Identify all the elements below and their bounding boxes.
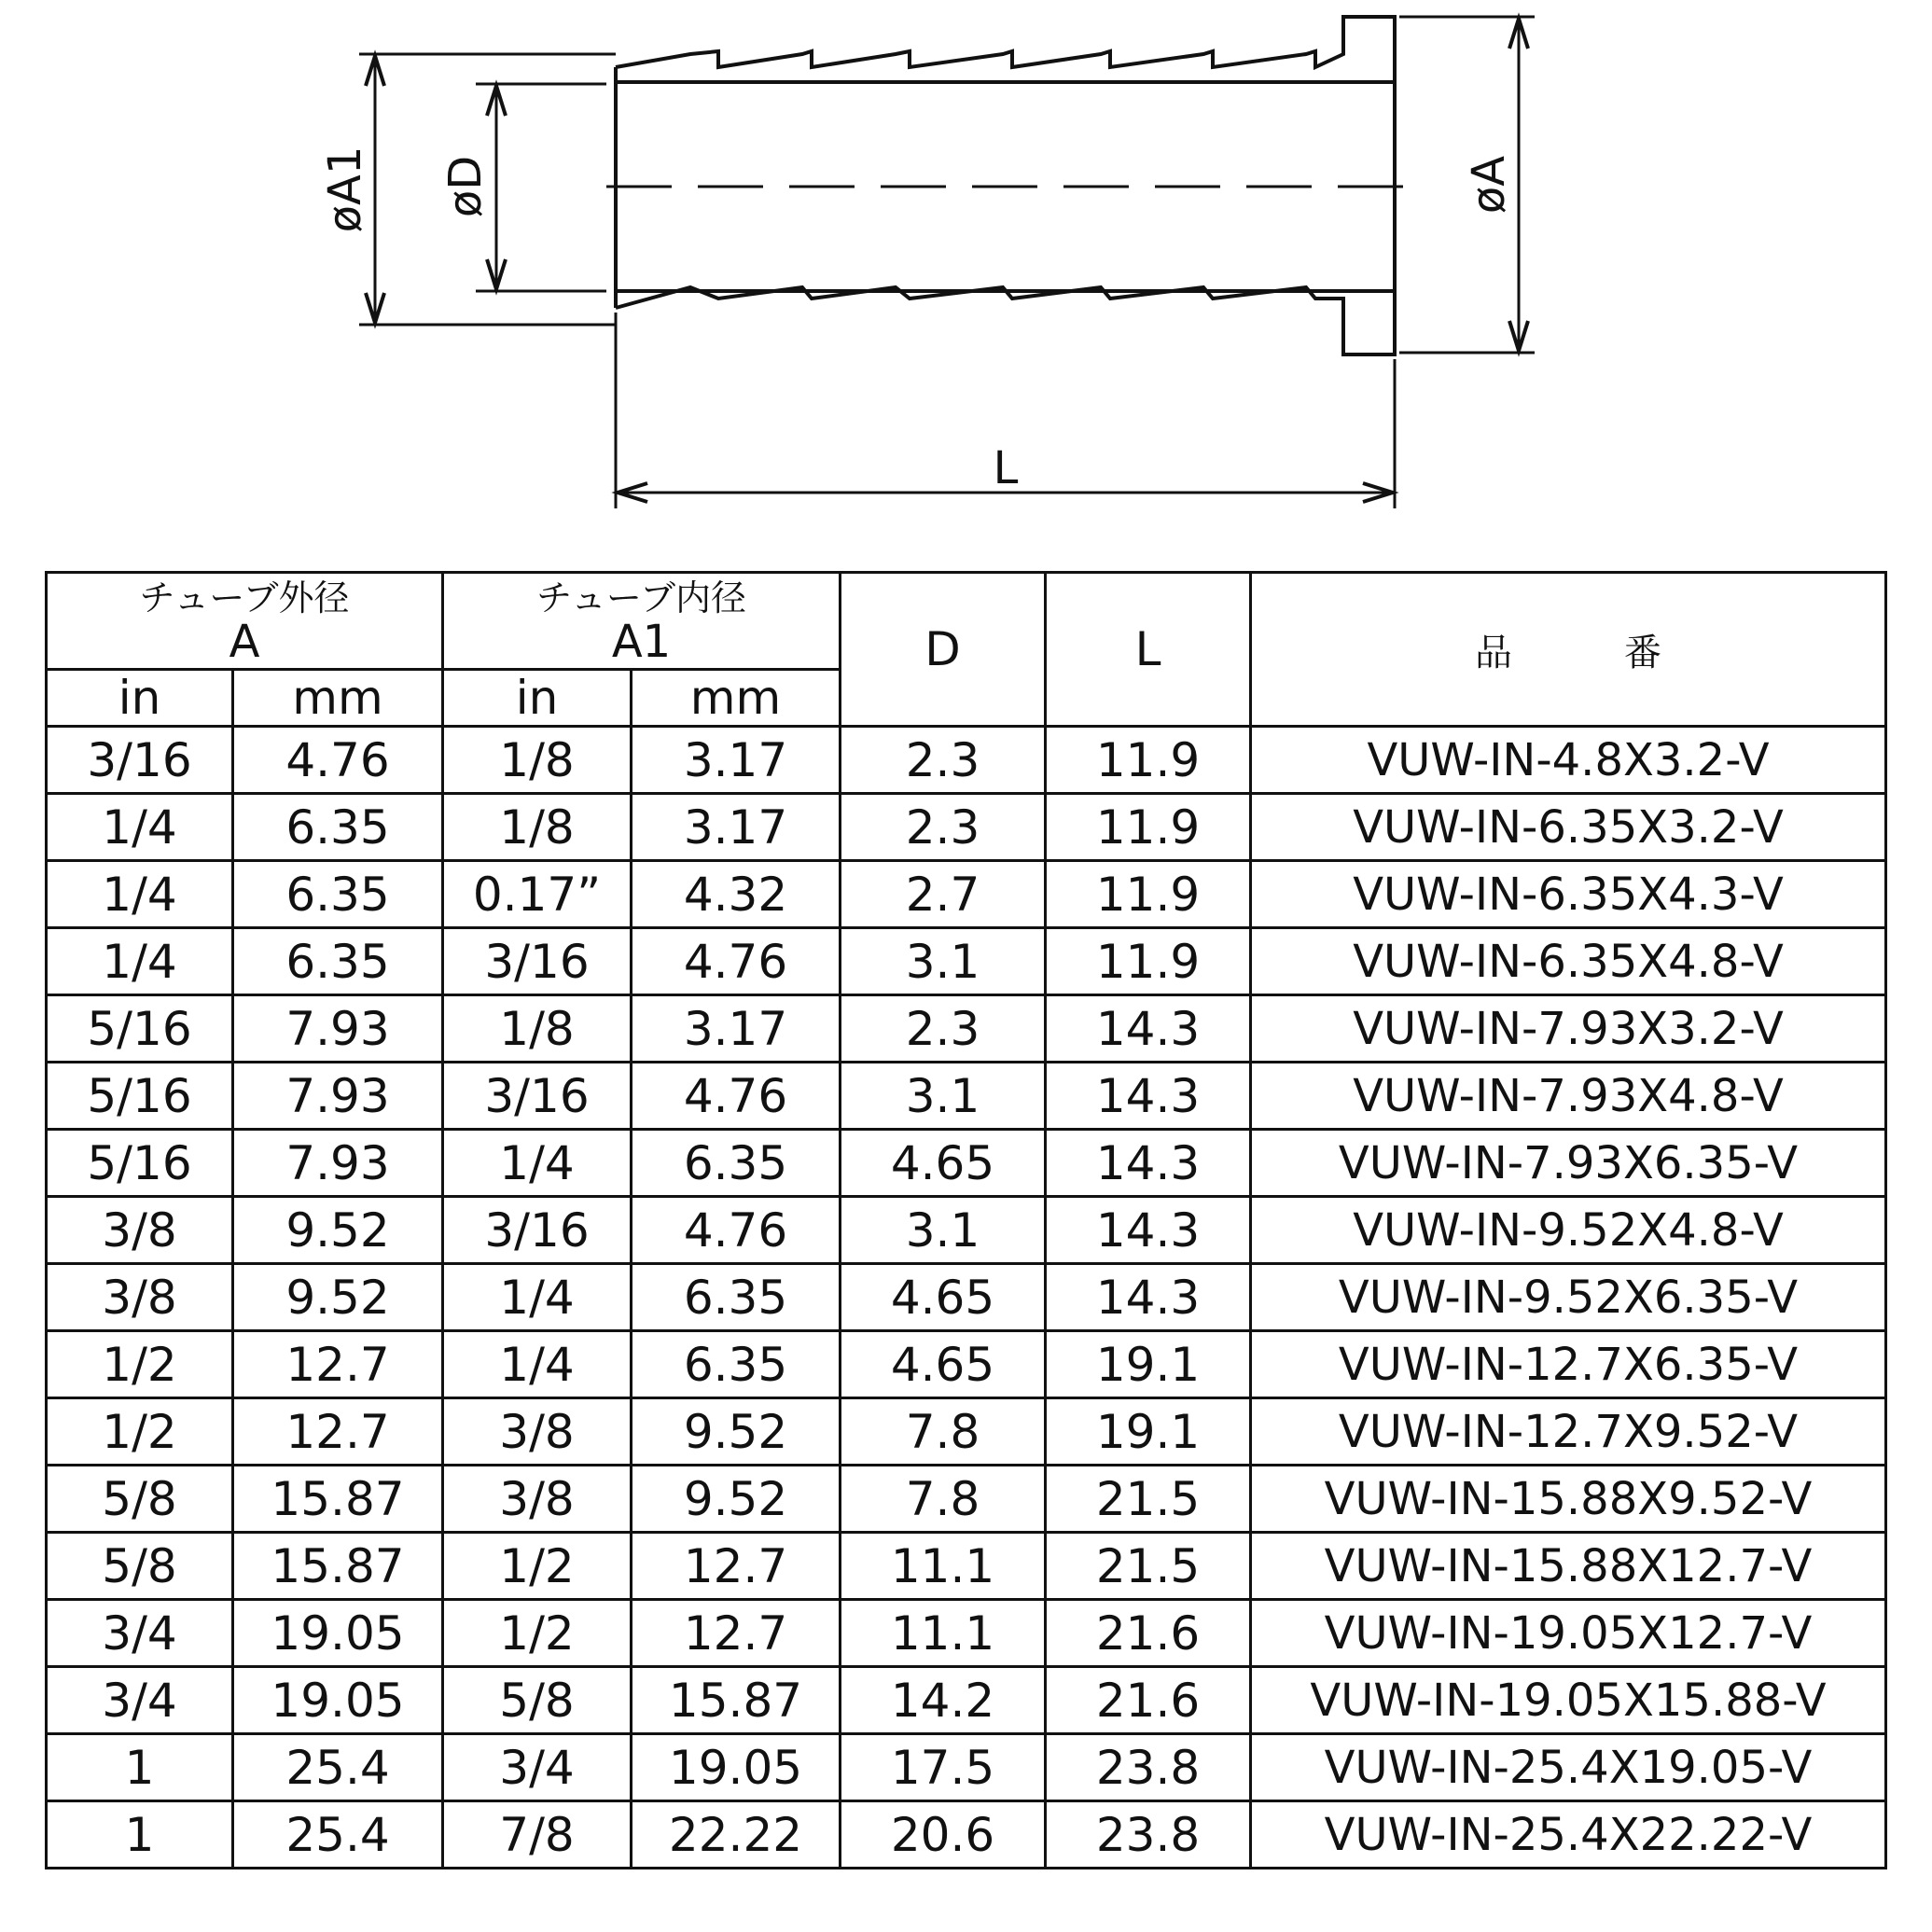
cell-id-in: 0.17”	[443, 861, 632, 928]
cell-id-in: 3/8	[443, 1466, 632, 1533]
cell-od-mm: 6.35	[233, 928, 443, 995]
header-l: L	[1046, 573, 1251, 727]
cell-l: 14.3	[1046, 1264, 1251, 1331]
table-row	[47, 727, 1886, 794]
cell-l: 11.9	[1046, 928, 1251, 995]
cell-id-mm: 3.17	[632, 995, 841, 1063]
cell-od-mm: 15.87	[233, 1533, 443, 1600]
cell-l: 19.1	[1046, 1331, 1251, 1398]
table-row	[47, 1667, 1886, 1734]
cell-d: 7.8	[841, 1466, 1046, 1533]
cell-id-in: 7/8	[443, 1801, 632, 1869]
cell-part-number: VUW-IN-4.8X3.2-V	[1251, 727, 1886, 794]
table-row	[47, 995, 1886, 1063]
cell-part-number: VUW-IN-15.88X12.7-V	[1251, 1533, 1886, 1600]
table-row	[47, 1398, 1886, 1466]
cell-l: 21.6	[1046, 1600, 1251, 1667]
cell-od-in: 1/2	[47, 1331, 233, 1398]
header-tube-od	[47, 573, 443, 670]
cell-od-mm: 6.35	[233, 794, 443, 861]
table-row	[47, 1734, 1886, 1801]
cell-id-mm: 15.87	[632, 1667, 841, 1734]
cell-l: 21.5	[1046, 1533, 1251, 1600]
table-row	[47, 1533, 1886, 1600]
cell-part-number: VUW-IN-25.4X22.22-V	[1251, 1801, 1886, 1869]
cell-od-mm: 6.35	[233, 861, 443, 928]
cell-od-mm: 9.52	[233, 1197, 443, 1264]
cell-od-in: 5/8	[47, 1533, 233, 1600]
cell-id-mm: 19.05	[632, 1734, 841, 1801]
header-od-in: in	[47, 670, 233, 727]
cell-id-mm: 9.52	[632, 1466, 841, 1533]
cell-od-mm: 25.4	[233, 1801, 443, 1869]
cell-id-mm: 3.17	[632, 727, 841, 794]
cell-od-mm: 19.05	[233, 1667, 443, 1734]
cell-id-in: 3/16	[443, 1197, 632, 1264]
cell-d: 11.1	[841, 1533, 1046, 1600]
cell-od-mm: 4.76	[233, 727, 443, 794]
cell-part-number: VUW-IN-12.7X6.35-V	[1251, 1331, 1886, 1398]
cell-id-mm: 6.35	[632, 1264, 841, 1331]
header-tube-id-title: チューブ内径	[536, 577, 746, 619]
header-od-mm: mm	[233, 670, 443, 727]
table-row	[47, 1130, 1886, 1197]
cell-id-mm: 22.22	[632, 1801, 841, 1869]
cell-id-mm: 4.76	[632, 928, 841, 995]
cell-d: 14.2	[841, 1667, 1046, 1734]
table-row	[47, 1466, 1886, 1533]
cell-od-mm: 25.4	[233, 1734, 443, 1801]
cell-part-number: VUW-IN-12.7X9.52-V	[1251, 1398, 1886, 1466]
table-row	[47, 861, 1886, 928]
cell-id-mm: 12.7	[632, 1600, 841, 1667]
table-row	[47, 794, 1886, 861]
cell-id-in: 1/4	[443, 1331, 632, 1398]
cell-od-in: 1/4	[47, 861, 233, 928]
cell-od-in: 3/4	[47, 1667, 233, 1734]
header-tube-od-letter: A	[229, 615, 260, 668]
cell-id-mm: 4.32	[632, 861, 841, 928]
cell-d: 20.6	[841, 1801, 1046, 1869]
cell-d: 17.5	[841, 1734, 1046, 1801]
cell-od-in: 1/4	[47, 794, 233, 861]
header-part-number-2: 番	[1624, 631, 1661, 674]
cell-l: 11.9	[1046, 861, 1251, 928]
cell-l: 23.8	[1046, 1734, 1251, 1801]
cell-id-in: 3/16	[443, 928, 632, 995]
cell-id-mm: 6.35	[632, 1331, 841, 1398]
cell-part-number: VUW-IN-7.93X4.8-V	[1251, 1063, 1886, 1130]
cell-od-in: 5/8	[47, 1466, 233, 1533]
cell-part-number: VUW-IN-6.35X4.8-V	[1251, 928, 1886, 995]
cell-od-in: 3/8	[47, 1197, 233, 1264]
cell-d: 2.3	[841, 727, 1046, 794]
cell-part-number: VUW-IN-15.88X9.52-V	[1251, 1466, 1886, 1533]
cell-part-number: VUW-IN-6.35X4.3-V	[1251, 861, 1886, 928]
cell-d: 4.65	[841, 1130, 1046, 1197]
cell-od-in: 3/8	[47, 1264, 233, 1331]
table-row	[47, 1264, 1886, 1331]
cell-d: 4.65	[841, 1264, 1046, 1331]
cell-d: 3.1	[841, 1063, 1046, 1130]
header-tube-id	[443, 573, 841, 670]
cell-d: 3.1	[841, 928, 1046, 995]
cell-d: 2.7	[841, 861, 1046, 928]
cell-id-in: 5/8	[443, 1667, 632, 1734]
cell-l: 21.6	[1046, 1667, 1251, 1734]
cell-od-in: 5/16	[47, 1130, 233, 1197]
cell-od-mm: 12.7	[233, 1398, 443, 1466]
cell-l: 23.8	[1046, 1801, 1251, 1869]
cell-id-mm: 3.17	[632, 794, 841, 861]
cell-part-number: VUW-IN-7.93X3.2-V	[1251, 995, 1886, 1063]
cell-od-in: 1/2	[47, 1398, 233, 1466]
table-row	[47, 1600, 1886, 1667]
cell-od-mm: 19.05	[233, 1600, 443, 1667]
header-id-in: in	[443, 670, 632, 727]
cell-od-in: 3/4	[47, 1600, 233, 1667]
header-part-number-1: 品	[1475, 631, 1512, 674]
cell-d: 2.3	[841, 794, 1046, 861]
spec-table	[45, 571, 1887, 1869]
label-a1: øA1	[319, 146, 371, 233]
spec-table-body	[47, 727, 1886, 1869]
cell-od-mm: 7.93	[233, 1130, 443, 1197]
cell-l: 11.9	[1046, 794, 1251, 861]
cell-od-mm: 12.7	[233, 1331, 443, 1398]
cell-l: 19.1	[1046, 1398, 1251, 1466]
cell-part-number: VUW-IN-19.05X15.88-V	[1251, 1667, 1886, 1734]
cell-part-number: VUW-IN-9.52X4.8-V	[1251, 1197, 1886, 1264]
cell-l: 14.3	[1046, 995, 1251, 1063]
table-row	[47, 1197, 1886, 1264]
cell-id-in: 1/4	[443, 1130, 632, 1197]
header-id-mm: mm	[632, 670, 841, 727]
cell-part-number: VUW-IN-19.05X12.7-V	[1251, 1600, 1886, 1667]
header-part-number	[1251, 573, 1886, 727]
cell-od-in: 3/16	[47, 727, 233, 794]
label-l: L	[993, 442, 1019, 494]
table-row	[47, 1331, 1886, 1398]
label-a: øA	[1463, 155, 1515, 215]
cell-l: 14.3	[1046, 1130, 1251, 1197]
cell-od-in: 1	[47, 1801, 233, 1869]
header-tube-id-letter: A1	[611, 615, 672, 668]
cell-id-in: 1/2	[443, 1600, 632, 1667]
cell-id-in: 3/4	[443, 1734, 632, 1801]
header-d: D	[841, 573, 1046, 727]
label-d: øD	[439, 155, 492, 218]
cell-id-mm: 4.76	[632, 1063, 841, 1130]
table-row	[47, 1801, 1886, 1869]
cell-od-in: 5/16	[47, 995, 233, 1063]
cell-part-number: VUW-IN-9.52X6.35-V	[1251, 1264, 1886, 1331]
cell-d: 11.1	[841, 1600, 1046, 1667]
cell-od-in: 1/4	[47, 928, 233, 995]
cell-id-in: 1/2	[443, 1533, 632, 1600]
cell-l: 21.5	[1046, 1466, 1251, 1533]
cell-od-mm: 7.93	[233, 995, 443, 1063]
cell-id-in: 1/4	[443, 1264, 632, 1331]
cell-od-mm: 9.52	[233, 1264, 443, 1331]
cell-l: 14.3	[1046, 1063, 1251, 1130]
header-tube-od-title: チューブ外径	[139, 577, 350, 619]
cell-id-mm: 6.35	[632, 1130, 841, 1197]
cell-id-in: 1/8	[443, 727, 632, 794]
cell-od-in: 5/16	[47, 1063, 233, 1130]
cell-l: 14.3	[1046, 1197, 1251, 1264]
fitting-drawing	[0, 0, 1932, 522]
cell-part-number: VUW-IN-7.93X6.35-V	[1251, 1130, 1886, 1197]
cell-id-in: 1/8	[443, 794, 632, 861]
cell-d: 3.1	[841, 1197, 1046, 1264]
cell-id-mm: 4.76	[632, 1197, 841, 1264]
cell-od-mm: 7.93	[233, 1063, 443, 1130]
cell-od-mm: 15.87	[233, 1466, 443, 1533]
cell-l: 11.9	[1046, 727, 1251, 794]
cell-id-mm: 9.52	[632, 1398, 841, 1466]
cell-id-in: 1/8	[443, 995, 632, 1063]
cell-d: 4.65	[841, 1331, 1046, 1398]
cell-id-in: 3/16	[443, 1063, 632, 1130]
cell-od-in: 1	[47, 1734, 233, 1801]
table-row	[47, 1063, 1886, 1130]
cell-id-mm: 12.7	[632, 1533, 841, 1600]
cell-id-in: 3/8	[443, 1398, 632, 1466]
table-row	[47, 928, 1886, 995]
cell-d: 2.3	[841, 995, 1046, 1063]
cell-part-number: VUW-IN-25.4X19.05-V	[1251, 1734, 1886, 1801]
cell-d: 7.8	[841, 1398, 1046, 1466]
cell-part-number: VUW-IN-6.35X3.2-V	[1251, 794, 1886, 861]
